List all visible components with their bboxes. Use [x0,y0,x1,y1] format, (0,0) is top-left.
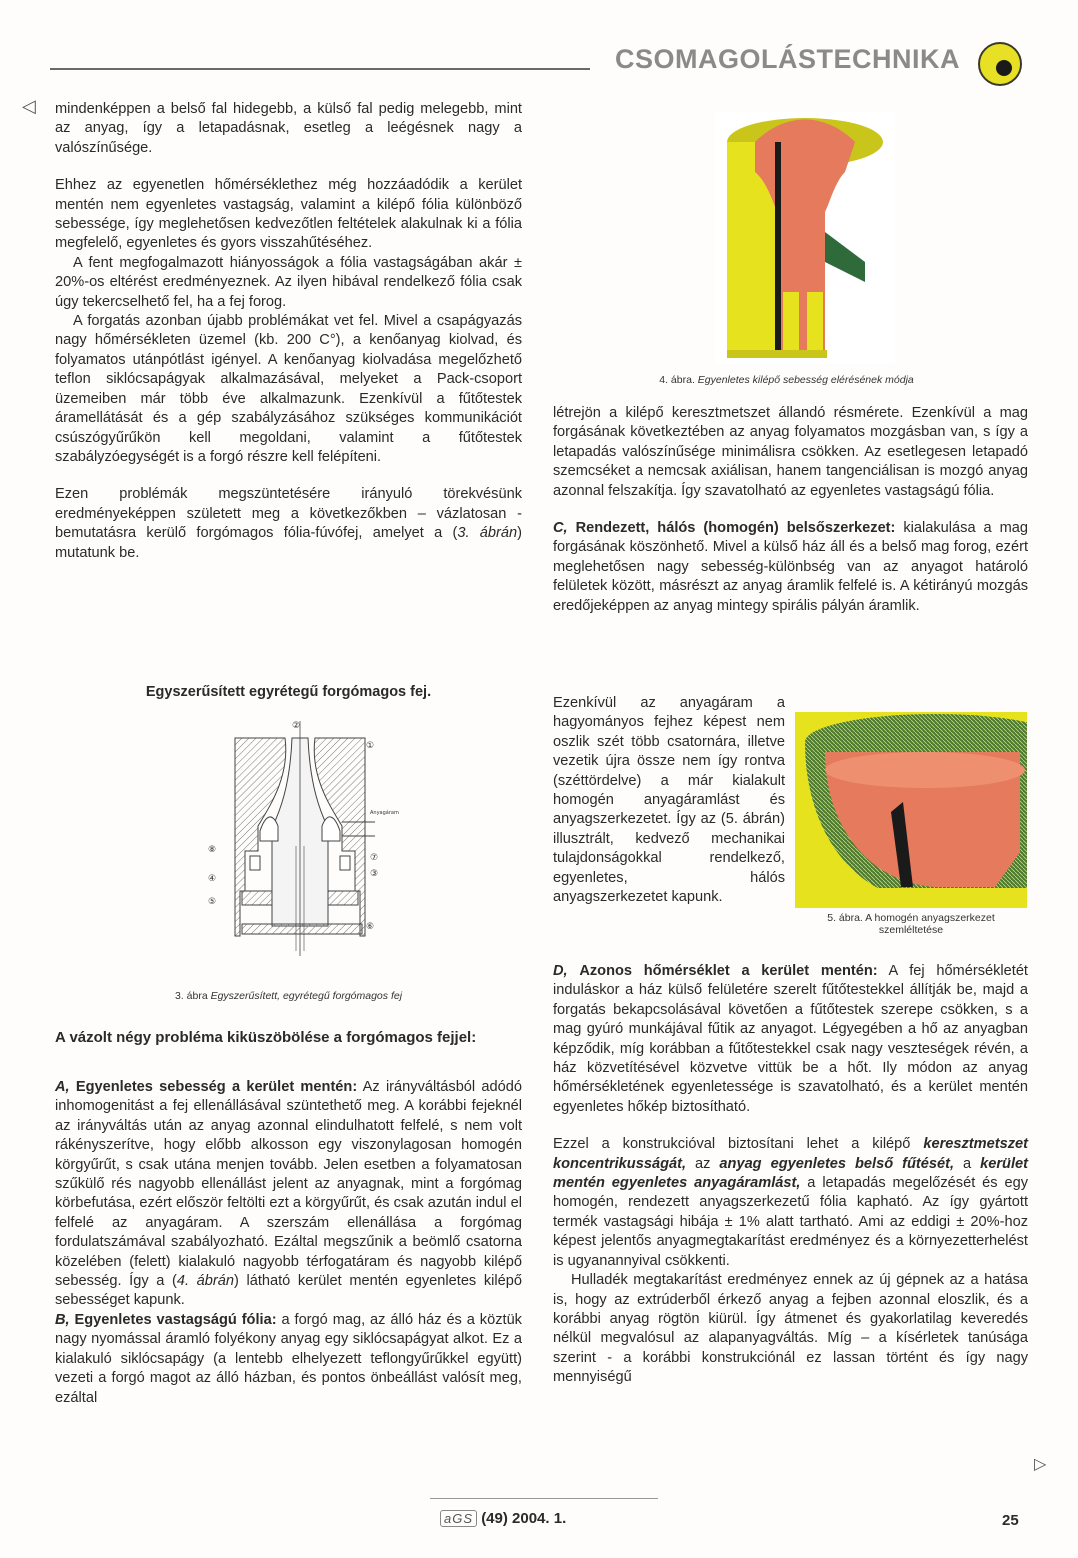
page-number: 25 [1002,1512,1019,1529]
paragraph-a: A, Egyenletes sebesség a kerület mentén: Az irányváltásból adódó inhomogenitást a fej ellenállásával szüntethető meg. A korábbi fejeknél az irányváltás után az anyag azonnal elindulhatott felfelé, s nem volt rákényszerítve, hogy előbb alkosson egy viszonylagosan homogén körgyűrűt, s csak utána menjen tovább. Jelen esetben a folyamatosan szűkülő rés nagyobb ellenállást jelent az anyagnak, mint a forgómag körbefutása, ezért először feltölti ezt a körgyűrűt, és csak azután indul el felfelé az anyagáram. A szerszám ellenállása a forgómag fordulatszámával szabályozható. Ezáltal megszűnik a beömlő csatorna közelében (felett) kialakuló nagyobb térfogatáram és nagyobb kilépő sebesség. Így a (4. ábrán) látható kerület mentén egyenletes kilépő sebességet kapunk. [55,1079,523,1309]
section-bullet-icon [978,42,1022,86]
section-title: CSOMAGOLÁSTECHNIKA [615,44,960,74]
fig3-label: Anyagáram [370,810,399,816]
paragraph: Ehhez az egyenetlen hőmérséklethez még hozzáadódik a kerület mentén nem egyenletes vastagság, valamint a kilépő fólia különböző sebessége, így meglehetősen kedvezőtlen feltételek alakulnak ki a fólia megfelelő, egyenletes és gyors visszahűtéséhez. [55,177,522,252]
fig3-label: ⑧ [208,845,217,855]
left-column [55,100,522,563]
paragraph-c: C, Rendezett, hálós (homogén) belsőszerkezet: kialakulása a mag forgásának köszönhető. Mivel a külső ház áll és a belső mag forog, ezért meglehetősen nagy sebesség-különbség van az anyagot határoló felületek között, másrészt az anyag áramlik felfelé is. A kétirányú mozgás eredőjeképpen az anyag mintegy spirális pályán áramlik. [553,520,1028,614]
figure-3-drawing [200,716,410,966]
paragraph: mindenképpen a belső fal hidegebb, a külső fal pedig melegebb, mint az anyag, így a letapadásnak, esetleg a leégésnek nagy a valószínűsége. [55,101,522,156]
right-column-lower [553,962,1028,1388]
fig3-label: ⑦ [370,853,379,863]
fig3-label: ⑤ [208,897,217,907]
figure-4-render [715,112,895,364]
paragraph-d: D, Azonos hőmérséklet a kerület mentén: A fej hőmérsékletét induláskor a ház külső felületére szerelt fűtőtestekkel állítják be, majd a forgatás bekapcsolásával követően a fűtőtestek szerepe csökken, s a mag gyúró munkájával fűtik az anyagot. Légyegében a hő az anyagban képződik, míg korábban a fűtőtestekkel csak nagy veszteségek révén, a ház közvetítésével közvetve vittük be a hőt. Ily módon az anyag hőmérsékletének egyenletessége is szavatolható, és a kerület mentén egyenletes hőkép biztosítható. [553,963,1028,1115]
header-rule [50,68,590,70]
left-column-lower [55,1078,522,1408]
paragraph: A fent megfogalmazott hiányosságok a fólia vastagságában akár ± 20%-os eltérést eredményeznek. Az ilyen hibával rendelkező fólia csak úgy tekercselhető fel, ha a fej forog. [55,254,522,310]
paragraph-e: Ezzel a konstrukcióval biztosítani lehet a kilépő keresztmetszet koncentrikusságát, az anyag egyenletes belső fűtését, a kerület mentén egyenletes anyagáramlást, a letapadás megelőzését és egy homogén, rendezett anyagszerkezetű fólia kapható. Az így gyártott termék vastagsági hibája ± 1% alatt tartható. Ami az eddigi ± 20%-hoz képest jelentős anyagmegtakarítást eredményez és a környezetterhelést is ugyanannyival csökkenti. [553,1136,1028,1269]
figure-3-caption: 3. ábra Egyszerűsített, egyrétegű forgómagos fej [174,990,403,1002]
next-page-arrow-icon[interactable]: ▷ [1034,1456,1047,1473]
figure-3-heading: Egyszerűsített egyrétegű forgómagos fej. [145,684,432,700]
fig3-label: ① [366,741,375,751]
figure-5-caption: 5. ábra. A homogén anyagszerkezet szemléltetése [827,912,995,936]
paragraph-c-continued: Ezenkívül az anyagáram a hagyományos fejhez képest nem oszlik szét több csatornára, illetve vezetik újra össze nem így rontva (széttördelve) a már kialakult homogén anyagáramlást és anyagszerkezetet. Így az (5. ábrán) illusztrált, kedvező mechanikai tulajdonságokkal rendelkező, egyenletes, hálós anyagszerkezetet kapunk. [553,695,785,906]
footer-rule [430,1498,658,1499]
magazine-logo: aGS [440,1510,477,1527]
fig3-label: ⑥ [366,922,375,932]
figure-5-render [795,712,1027,908]
footer-issue: aGS (49) 2004. 1. [440,1510,566,1527]
paragraph: létrejön a kilépő keresztmetszet állandó résmérete. Ezenkívül a mag forgásának következtében az anyag folyamatos mozgásban van, s így a letapadás valószínűsége minimálisra csökken. Az esetlegesen letapadó szemcséket a nemcsak axiálisan, hanem tangenciálisan is mozgó anyag azonnal felszakítja. Így szavatolható az egyenletes vastagságú fólia. [553,405,1028,499]
fig3-label: ④ [208,874,217,884]
section-heading: A vázolt négy probléma kiküszöbölése a forgómagos fejjel: [55,1029,477,1046]
paragraph-b: B, Egyenletes vastagságú fólia: a forgó mag, az álló ház és a köztük nagy nyomással áramló folyékony anyag egy siklócsapágyat alkot. Ez a kialakuló siklócsapágy (a lentebb elhelyezett teflongyűrűkkel együtt) vezeti a forgó magot az álló házban, és pontos önbeállást valósít meg, ezáltal [55,1311,522,1406]
fig3-label: ③ [370,869,379,879]
prev-page-arrow-icon[interactable]: ◁ [22,96,36,116]
figure-4-caption: 4. ábra. Egyenletes kilépő sebesség elérésének módja [659,374,914,386]
paragraph: A forgatás azonban újabb problémákat vet fel. Mivel a csapágyazás nagy hőmérsékleten üzemel (kb. 200 C°), a kenőanyag kiolvad, és folyamatos utánpótlást igényel. A kenőanyag kiolvadása megelőzhető teflon siklócsapágyak alkalmazásával, melyeket a Pack-csoport üzemeiben már több éve alkalmazunk. Ezenkívül a fűtőtestek áramellátását és a gép szabályzásához szükséges kommunikációt csúszógyűrűkön kell megoldani, valamint a fűtőtestek szabályzóegységét is a forgó részre kell felépíteni. [55,313,522,465]
paragraph-f: Hulladék megtakarítást eredményez ennek az új gépnek az a hatása is, hogy az extrúderből érkező anyag a fejben azonnal eloszlik, és a korábbi anyag rögtön kiürül. Így átmenet és gyakorlatilag keveredés nélkül megvalósul az alapanyagváltás. Míg – a kísérletek tanúsága szerint - a korábbi konstrukciónál ez lassan történt és így nagy mennyiségű [553,1272,1028,1386]
fig3-label: ② [292,721,301,731]
right-column [553,404,1028,616]
paragraph: Ezen problémák megszüntetésére irányuló törekvésünk eredményeképpen született meg a következőkben – vázlatosan - bemutatásra kerülő forgómagos fólia-fúvófej, amelyet a (3. ábrán) mutatunk be. [55,486,522,561]
